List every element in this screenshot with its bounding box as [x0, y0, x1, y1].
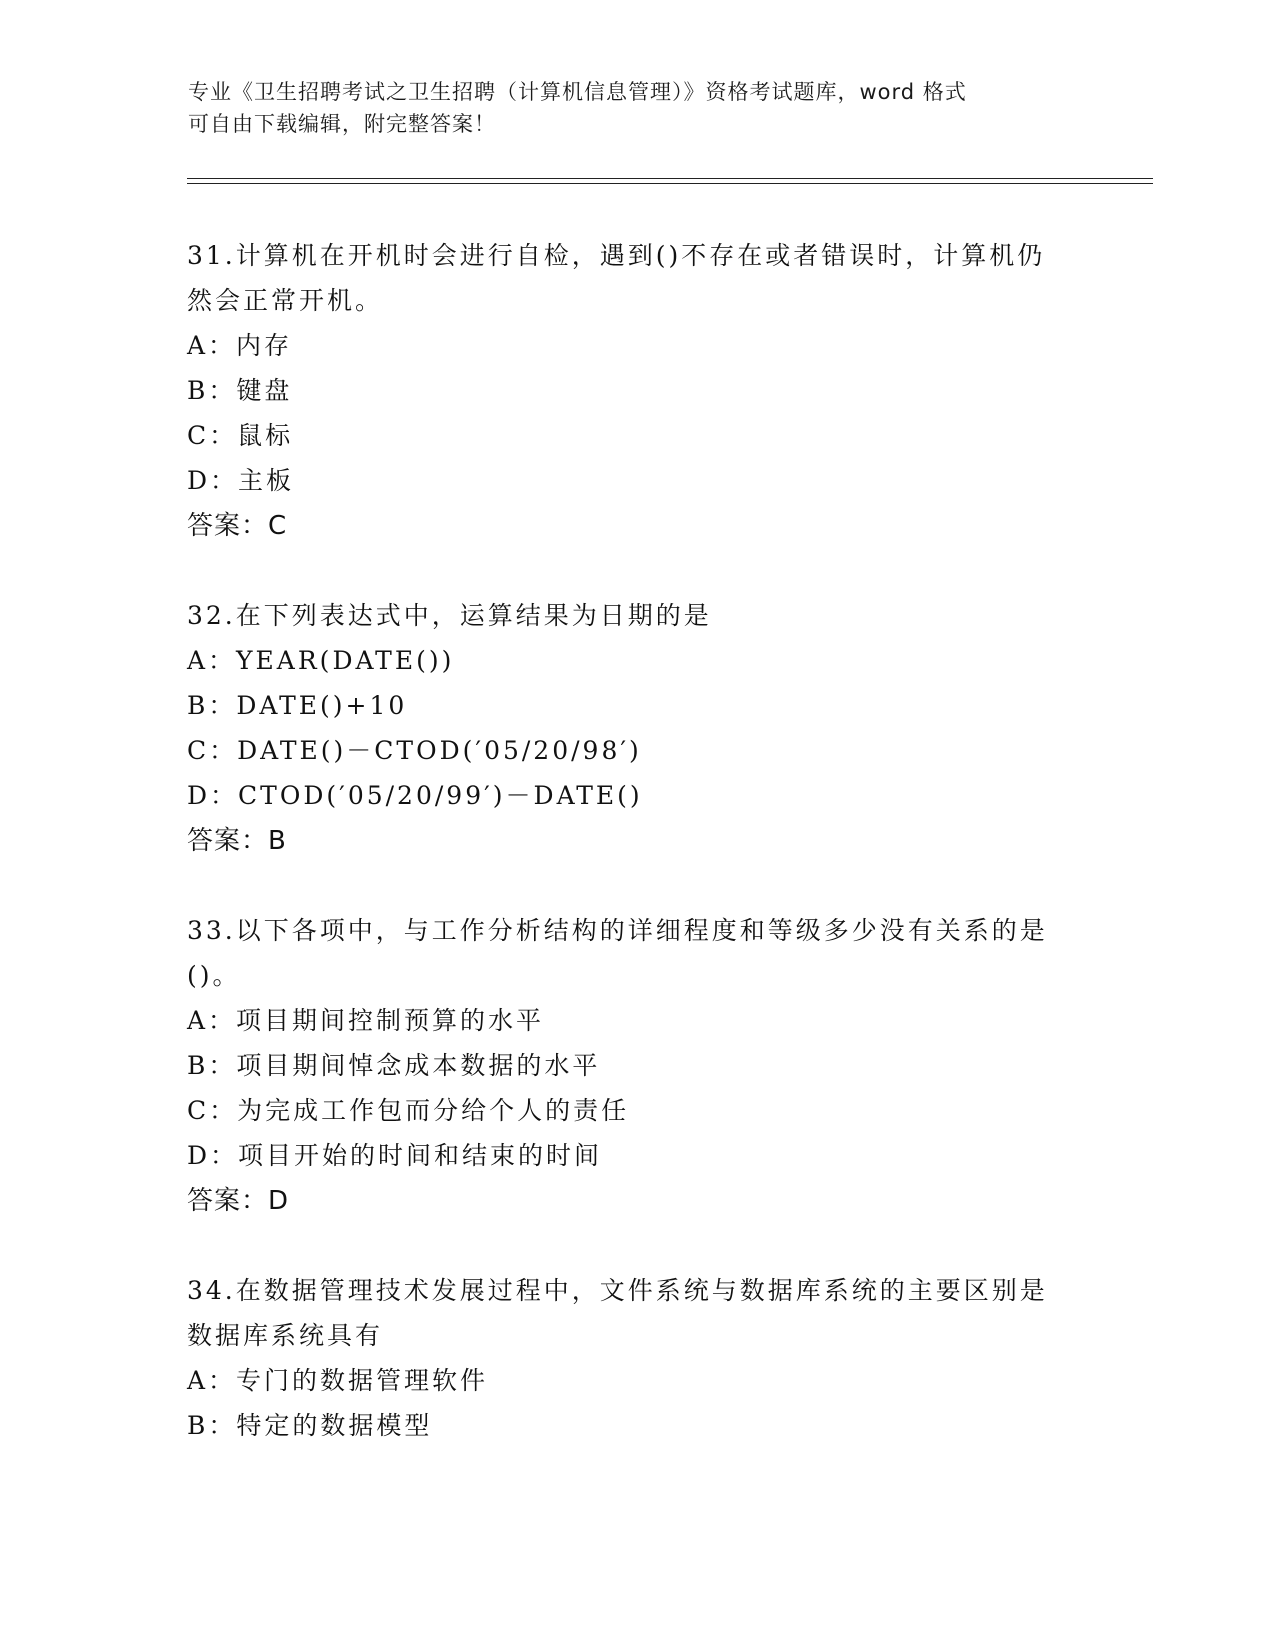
header-line: 可自由下载编辑，附完整答案！: [188, 112, 496, 136]
document-header: [188, 76, 1068, 140]
question-list: [187, 233, 1087, 1492]
option-d: D：项目开始的时间和结束的时间: [187, 1141, 603, 1170]
option-d: D：CTOD(′05/20/99′)－DATE(): [187, 781, 643, 810]
question-32: [187, 593, 1087, 864]
question-stem-line: 然会正常开机。: [187, 286, 384, 315]
option-a: A：内存: [187, 331, 293, 360]
question-stem-line: 32.在下列表达式中，运算结果为日期的是: [187, 601, 712, 630]
option-b: B：特定的数据模型: [187, 1411, 433, 1440]
question-33: [187, 908, 1087, 1224]
option-d: D：主板: [187, 466, 295, 495]
question-stem-line: 数据库系统具有: [187, 1321, 384, 1350]
option-b: B：键盘: [187, 376, 293, 405]
option-a: A：专门的数据管理软件: [187, 1366, 489, 1395]
question-stem-line: 34.在数据管理技术发展过程中，文件系统与数据库系统的主要区别是: [187, 1276, 1048, 1305]
question-34: [187, 1268, 1087, 1448]
option-b: B：项目期间悼念成本数据的水平: [187, 1051, 601, 1080]
option-c: C：DATE()－CTOD(′05/20/98′): [187, 736, 642, 765]
answer-line: 答案：C: [187, 511, 288, 541]
header-line: 专业《卫生招聘考试之卫生招聘（计算机信息管理）》资格考试题库，word 格式: [188, 80, 967, 104]
option-c: C：为完成工作包而分给个人的责任: [187, 1096, 630, 1125]
answer-line: 答案：B: [187, 826, 287, 856]
header-divider-top: [187, 178, 1153, 179]
question-stem-line: ()。: [187, 961, 241, 990]
option-a: A：项目期间控制预算的水平: [187, 1006, 545, 1035]
option-a: A：YEAR(DATE()): [187, 646, 455, 675]
header-divider-bottom: [187, 183, 1153, 184]
question-stem-line: 33.以下各项中，与工作分析结构的详细程度和等级多少没有关系的是: [187, 916, 1048, 945]
option-b: B：DATE()+10: [187, 691, 408, 720]
option-c: C：鼠标: [187, 421, 294, 450]
question-stem-line: 31.计算机在开机时会进行自检，遇到()不存在或者错误时，计算机仍: [187, 241, 1046, 270]
question-31: [187, 233, 1087, 549]
answer-line: 答案：D: [187, 1186, 290, 1216]
